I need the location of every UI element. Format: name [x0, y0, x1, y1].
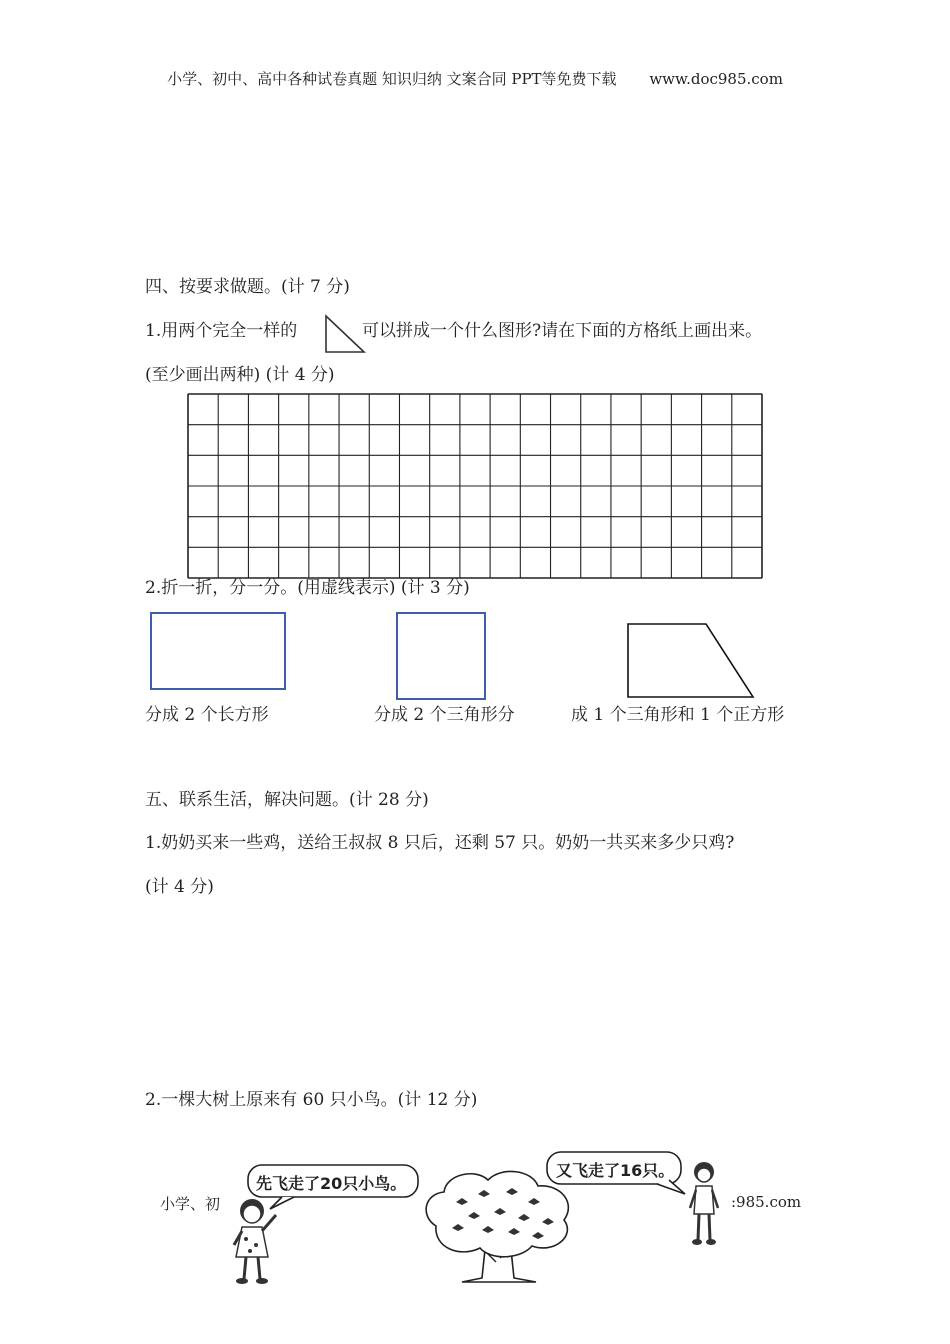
q1-text-before: 1.用两个完全一样的 [145, 321, 298, 341]
right-triangle-icon [324, 314, 366, 354]
s5-q2-text: 2.一棵大树上原来有 60 只小鸟。(计 12 分) [145, 1090, 478, 1110]
q1-note: (至少画出两种) (计 4 分) [145, 365, 335, 385]
s5-q1-text: 1.奶奶买来一些鸡，送给王叔叔 8 只后，还剩 57 只。奶奶一共买来多少只鸡? [145, 833, 735, 853]
s5-q1-note: (计 4 分) [145, 877, 214, 897]
shape-label-2: 分成 2 个三角形分 [374, 705, 515, 725]
footer-right-partial: :985.com [731, 1193, 802, 1211]
shape-label-1: 分成 2 个长方形 [145, 705, 269, 725]
page-header [0, 68, 950, 89]
q2-text: 2.折一折，分一分。(用虚线表示) (计 3 分) [145, 578, 470, 598]
bubble-left-text: 先飞走了20只小鸟。 [256, 1174, 407, 1193]
shape-label-3: 成 1 个三角形和 1 个正方形 [571, 705, 785, 725]
header-site: www.doc985.com [649, 70, 783, 88]
section4-title: 四、按要求做题。(计 7 分) [145, 277, 350, 297]
grid-paper[interactable] [187, 393, 763, 579]
section5-title: 五、联系生活，解决问题。(计 28 分) [145, 790, 429, 810]
q1-text-after: 可以拼成一个什么图形?请在下面的方格纸上画出来。 [362, 321, 763, 341]
trapezoid-shape[interactable] [626, 622, 756, 700]
bubble-right-text: 又飞走了16只。 [556, 1161, 675, 1180]
footer-left-partial: 小学、初 [160, 1195, 221, 1213]
rectangle-shape[interactable] [150, 612, 286, 690]
square-shape[interactable] [396, 612, 486, 700]
girl-right-illustration [684, 1160, 724, 1248]
header-text: 小学、初中、高中各种试卷真题 知识归纳 文案合同 PPT等免费下载 [167, 70, 617, 88]
